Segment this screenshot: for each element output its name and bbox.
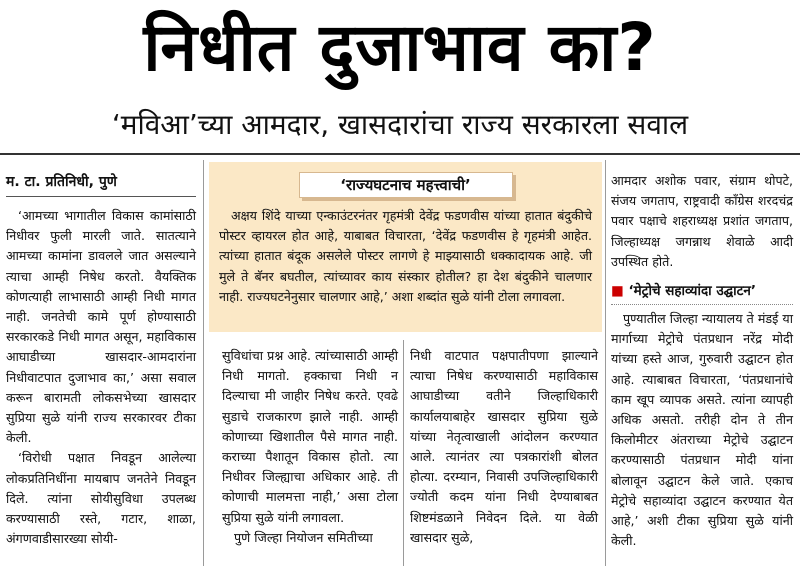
column-divider-3 bbox=[605, 160, 606, 566]
byline: म. टा. प्रतिनिधी, पुणे bbox=[6, 174, 117, 190]
byline-rule bbox=[6, 196, 196, 197]
article-column-2 bbox=[222, 346, 398, 548]
column-3-paragraph-1: निधी वाटपात पक्षपातीपणा झाल्याने त्याचा निषेध करण्यासाठी महाविकास आघाडीच्या वतीने जिल्हाधिकारी कार्यालयाबाहेर खासदार सुप्रिया सुळे यांच्या नेतृत्वाखाली आंदोलन करण्यात आले. त्यानंतर त्या पत्रकारांशी बोलत होत्या. दरम्यान, निवासी उपजिल्हाधिकारी ज्योती कदम यांना निधी देण्याबाबत शिष्टमंडळाने निवेदन दिले. या वेळी खासदार सुळे, bbox=[410, 348, 598, 545]
article-column-4 bbox=[611, 171, 793, 551]
column-2-paragraph-1: सुविधांचा प्रश्न आहे. त्यांच्यासाठी आम्ही निधी मागतो. हक्काचा निधी न दिल्याचा मी जाहीर निषेध करते. एवढे सुडाचे राजकारण झाले नाही. आम्ही कोणाच्या खिशातील पैसे मागत नाही. कराच्या पैशातून विकास होतो. त्या निधीवर जिल्ह्याचा अधिकार आहे. ती कोणाची मालमत्ता नाही,’ असा टोला सुप्रिया सुळे यांनी लगावला. bbox=[222, 348, 398, 525]
sidebar-box-title: ‘राज्यघटनाच महत्त्वाची’ bbox=[299, 172, 513, 198]
headline: निधीत दुजाभाव का? bbox=[143, 9, 657, 86]
column-divider-1 bbox=[203, 160, 204, 566]
metro-subheading bbox=[611, 280, 793, 305]
article-column-3 bbox=[410, 346, 598, 548]
column-1-paragraph-1: ‘आमच्या भागातील विकास कामांसाठी निधीवर फुली मारली जाते. सातत्याने आमच्या कामांना डावलले जात असल्याने त्याचा आम्ही निषेध करतो. वैयक्तिक कोणत्याही लाभासाठी आम्ही निधी मागत नाही. जनतेची कामे पूर्ण होण्यासाठी सरकारकडे निधी मागत असून, महाविकास आघाडीच्या खासदार-आमदारांना निधीवाटपात दुजाभाव का,’ असा सवाल करून बारामती लोकसभेच्या खासदार सुप्रिया सुळे यांनी राज्य सरकारवर टीका केली. bbox=[6, 208, 196, 446]
column-4-paragraph-2: पुण्यातील जिल्हा न्यायालय ते मंडई या मार्गाच्या मेट्रोचे पंतप्रधान नरेंद्र मोदी यांच्या हस्ते आज, गुरुवारी उद्घाटन होत आहे. त्याबाबत विचारता, ‘पंतप्रधानांचे काम खूप व्यापक असते. त्यांना व्यापही अधिक असतो. तरीही दोन ते तीन किलोमीटर अंतराच्या मेट्रोचे उद्घाटन करण्यासाठी पंतप्रधान मोदी यांना बोलावून उद्घाटन केले जाते. एकाच मेट्रोचे सहाव्यांदा उद्घाटन करण्यात येत आहे,’ अशी टीका सुप्रिया सुळे यांनी केली. bbox=[611, 311, 793, 549]
column-1-paragraph-2: ‘विरोधी पक्षात निवडून आलेल्या लोकप्रतिनिधींना मायबाप जनतेने निवडून दिले. त्यांना सोयीसुविधा उपलब्ध करण्यासाठी रस्ते, गटार, शाळा, अंगणवाडीसारख्या सोयी- bbox=[6, 450, 196, 547]
column-divider-2 bbox=[403, 340, 404, 566]
sidebar-box-body: अक्षय शिंदे याच्या एन्काउंटरनंतर गृहमंत्री देवेंद्र फडणवीस यांच्या हातात बंदुकीचे पोस्टर व्हायरल होत आहे, याबाबत विचारता, ‘देवेंद्र फडणवीस हे गृहमंत्री आहेत. त्यांच्या हातात बंदूक असलेले पोस्टर लागणे हे माझ्यासाठी धक्कादायक आहे. जी मुले ते बॅनर बघतील, त्यांच्यावर काय संस्कार होतील? हा देश बंदुकीने चालणार नाही. राज्यघटनेनुसार चालणार आहे,’ अशा शब्दांत सुळे यांनी टोला लगावला. bbox=[219, 208, 592, 304]
column-2-paragraph-2: पुणे जिल्हा नियोजन समितीच्या bbox=[234, 529, 373, 545]
column-4-paragraph-1: आमदार अशोक पवार, संग्राम थोपटे, संजय जगताप, राष्ट्रवादी काँग्रेस शरदचंद्र पवार पक्षाचे शहराध्यक्ष प्रशांत जगताप, जिल्हाध्यक्ष जगन्नाथ शेवाळे आदी उपस्थित होते. bbox=[611, 173, 793, 269]
bullet-icon: ■ bbox=[611, 283, 624, 300]
article-column-1 bbox=[6, 206, 196, 549]
top-rule bbox=[0, 153, 800, 155]
subheadline: ‘मविआ’च्या आमदार, खासदारांचा राज्य सरकारला सवाल bbox=[111, 108, 689, 141]
metro-subheading-text: ‘मेट्रोचे सहाव्यांदा उद्घाटन’ bbox=[628, 283, 757, 300]
sidebar-box bbox=[209, 162, 602, 332]
